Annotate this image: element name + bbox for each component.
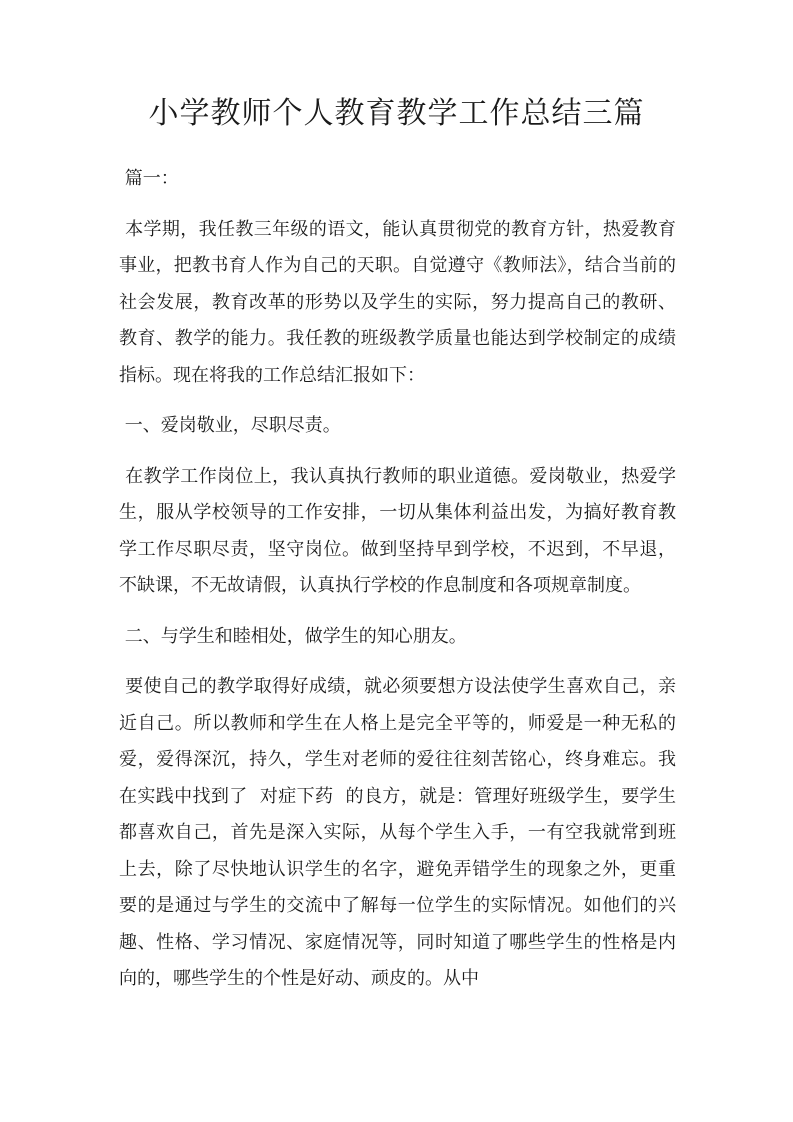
document-body: [119, 161, 676, 998]
section-heading-2: 二、与学生和睦相处，做学生的知心朋友。: [119, 625, 467, 647]
section-heading-part-one: 篇一：: [119, 168, 179, 189]
section-heading-1: 一、爱岗敬业，尽职尽责。: [119, 415, 341, 436]
paragraph-dedication: 在教学工作岗位上，我认真执行教师的职业道德。爱岗敬业，热爱学生，服从学校领导的工作安排，一切从集体利益出发，为搞好教育教学工作尽职尽责，坚守岗位。做到坚持早到学校，不迟到，不早退，不缺课，不无故请假，认真执行学校的作息制度和各项规章制度。: [119, 465, 676, 596]
document-title: 小学教师个人教育教学工作总结三篇: [148, 96, 645, 131]
paragraph-intro: 本学期，我任教三年级的语文，能认真贯彻党的教育方针，热爱教育事业，把教书育人作为自己的天职。自觉遵守《教师法》，结合当前的社会发展，教育改革的形势以及学生的实际，努力提高自己的教研、教育、教学的能力。我任教的班级教学质量也能达到学校制定的成绩指标。现在将我的工作总结汇报如下：: [119, 218, 676, 386]
paragraph-students: 要使自己的教学取得好成绩，就必须要想方设法使学生喜欢自己，亲近自己。所以教师和学生在人格上是完全平等的，师爱是一种无私的爱，爱得深沉，持久，学生对老师的爱往往刻苦铭心，终身难忘。我在实践中找到了 对症下药 的良方，就是：管理好班级学生，要学生都喜欢自己，首先是深入实际，从每个学生入手，一有空我就常到班上去，除了尽快地认识学生的名字，避免弄错学生的现象之外，更重要的是通过与学生的交流中了解每一位学生的实际情况。如他们的兴趣、性格、学习情况、家庭情况等，同时知道了哪些学生的性格是内向的，哪些学生的个性是好动、顽皮的。从中: [119, 676, 676, 989]
